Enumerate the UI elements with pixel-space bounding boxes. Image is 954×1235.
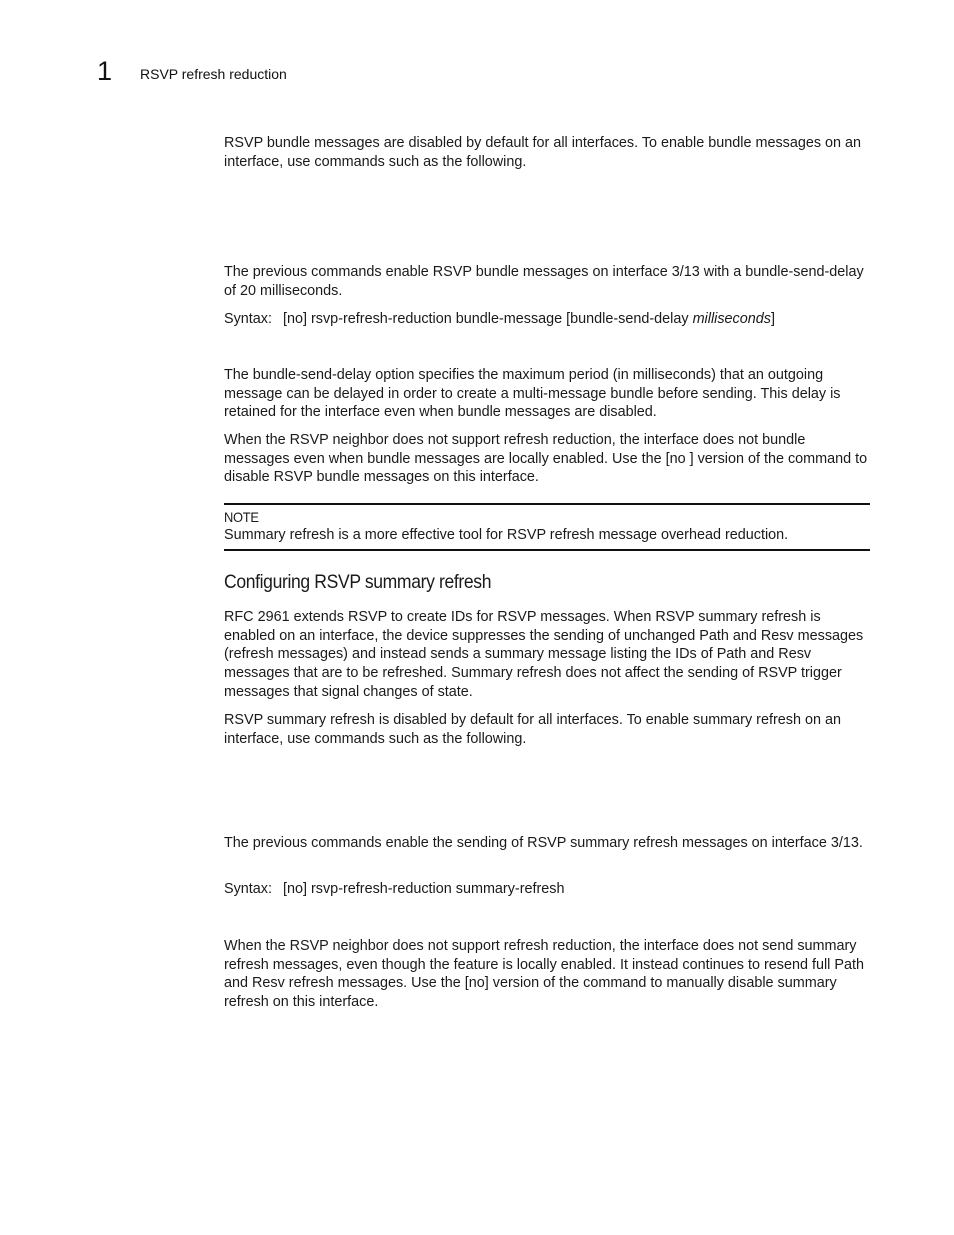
note-text: Summary refresh is a more effective tool for RSVP refresh message overhead reduction. <box>224 527 789 543</box>
note-box <box>224 503 870 551</box>
paragraph-bundle-delay: The bundle-send-delay option specifies the maximum period (in milliseconds) that an outgoing message can be delayed in order to create a multi-message bundle before sending. This delay is retained for the interface even when bundle messages are disabled. <box>224 367 841 421</box>
paragraph-summary-default: RSVP summary refresh is disabled by default for all interfaces. To enable summary refresh on an interface, use commands such as the following. <box>224 712 841 747</box>
running-title: RSVP refresh reduction <box>140 66 287 82</box>
paragraph-bundle-neighbor: When the RSVP neighbor does not support refresh reduction, the interface does not bundle messages even when bundle messages are locally enabled. Use the [no ] version of the command to disable RSVP bundle messages on this interface. <box>224 432 868 486</box>
syntax-param: milliseconds <box>692 311 771 327</box>
syntax-label: Syntax: <box>224 881 272 897</box>
note-label: NOTE <box>224 509 259 525</box>
paragraph-bundle-intro: RSVP bundle messages are disabled by default for all interfaces. To enable bundle messages on an interface, use commands such as the following. <box>224 135 862 170</box>
paragraph-summary-result: The previous commands enable the sending of RSVP summary refresh messages on interface 3/13. <box>224 835 863 851</box>
syntax-label: Syntax: <box>224 311 272 327</box>
chapter-number: 1 <box>97 56 113 86</box>
syntax-summary-refresh <box>224 880 565 899</box>
syntax-command: [no] rsvp-refresh-reduction summary-refresh <box>283 881 565 897</box>
paragraph-bundle-result: The previous commands enable RSVP bundle messages on interface 3/13 with a bundle-send-delay of 20 milliseconds. <box>224 264 864 299</box>
paragraph-summary-neighbor: When the RSVP neighbor does not support refresh reduction, the interface does not send summary refresh messages, even though the feature is locally enabled. It instead continues to resend full Path and Resv refresh messages. Use the [no] version of the command to manually disable summary refresh on this interface. <box>224 938 864 1011</box>
section-heading: Configuring RSVP summary refresh <box>224 571 492 593</box>
syntax-command: [no] rsvp-refresh-reduction bundle-message [bundle-send-delay <box>283 311 693 327</box>
paragraph-summary-intro: RFC 2961 extends RSVP to create IDs for RSVP messages. When RSVP summary refresh is enabled on an interface, the device suppresses the sending of unchanged Path and Resv messages (refresh messages) and instead sends a summary message listing the IDs of Path and Resv messages that are to be refreshed. Summary refresh does not affect the sending of RSVP trigger messages that signal changes of state. <box>224 609 864 700</box>
syntax-bundle-message <box>224 310 775 329</box>
syntax-close: ] <box>770 311 775 327</box>
